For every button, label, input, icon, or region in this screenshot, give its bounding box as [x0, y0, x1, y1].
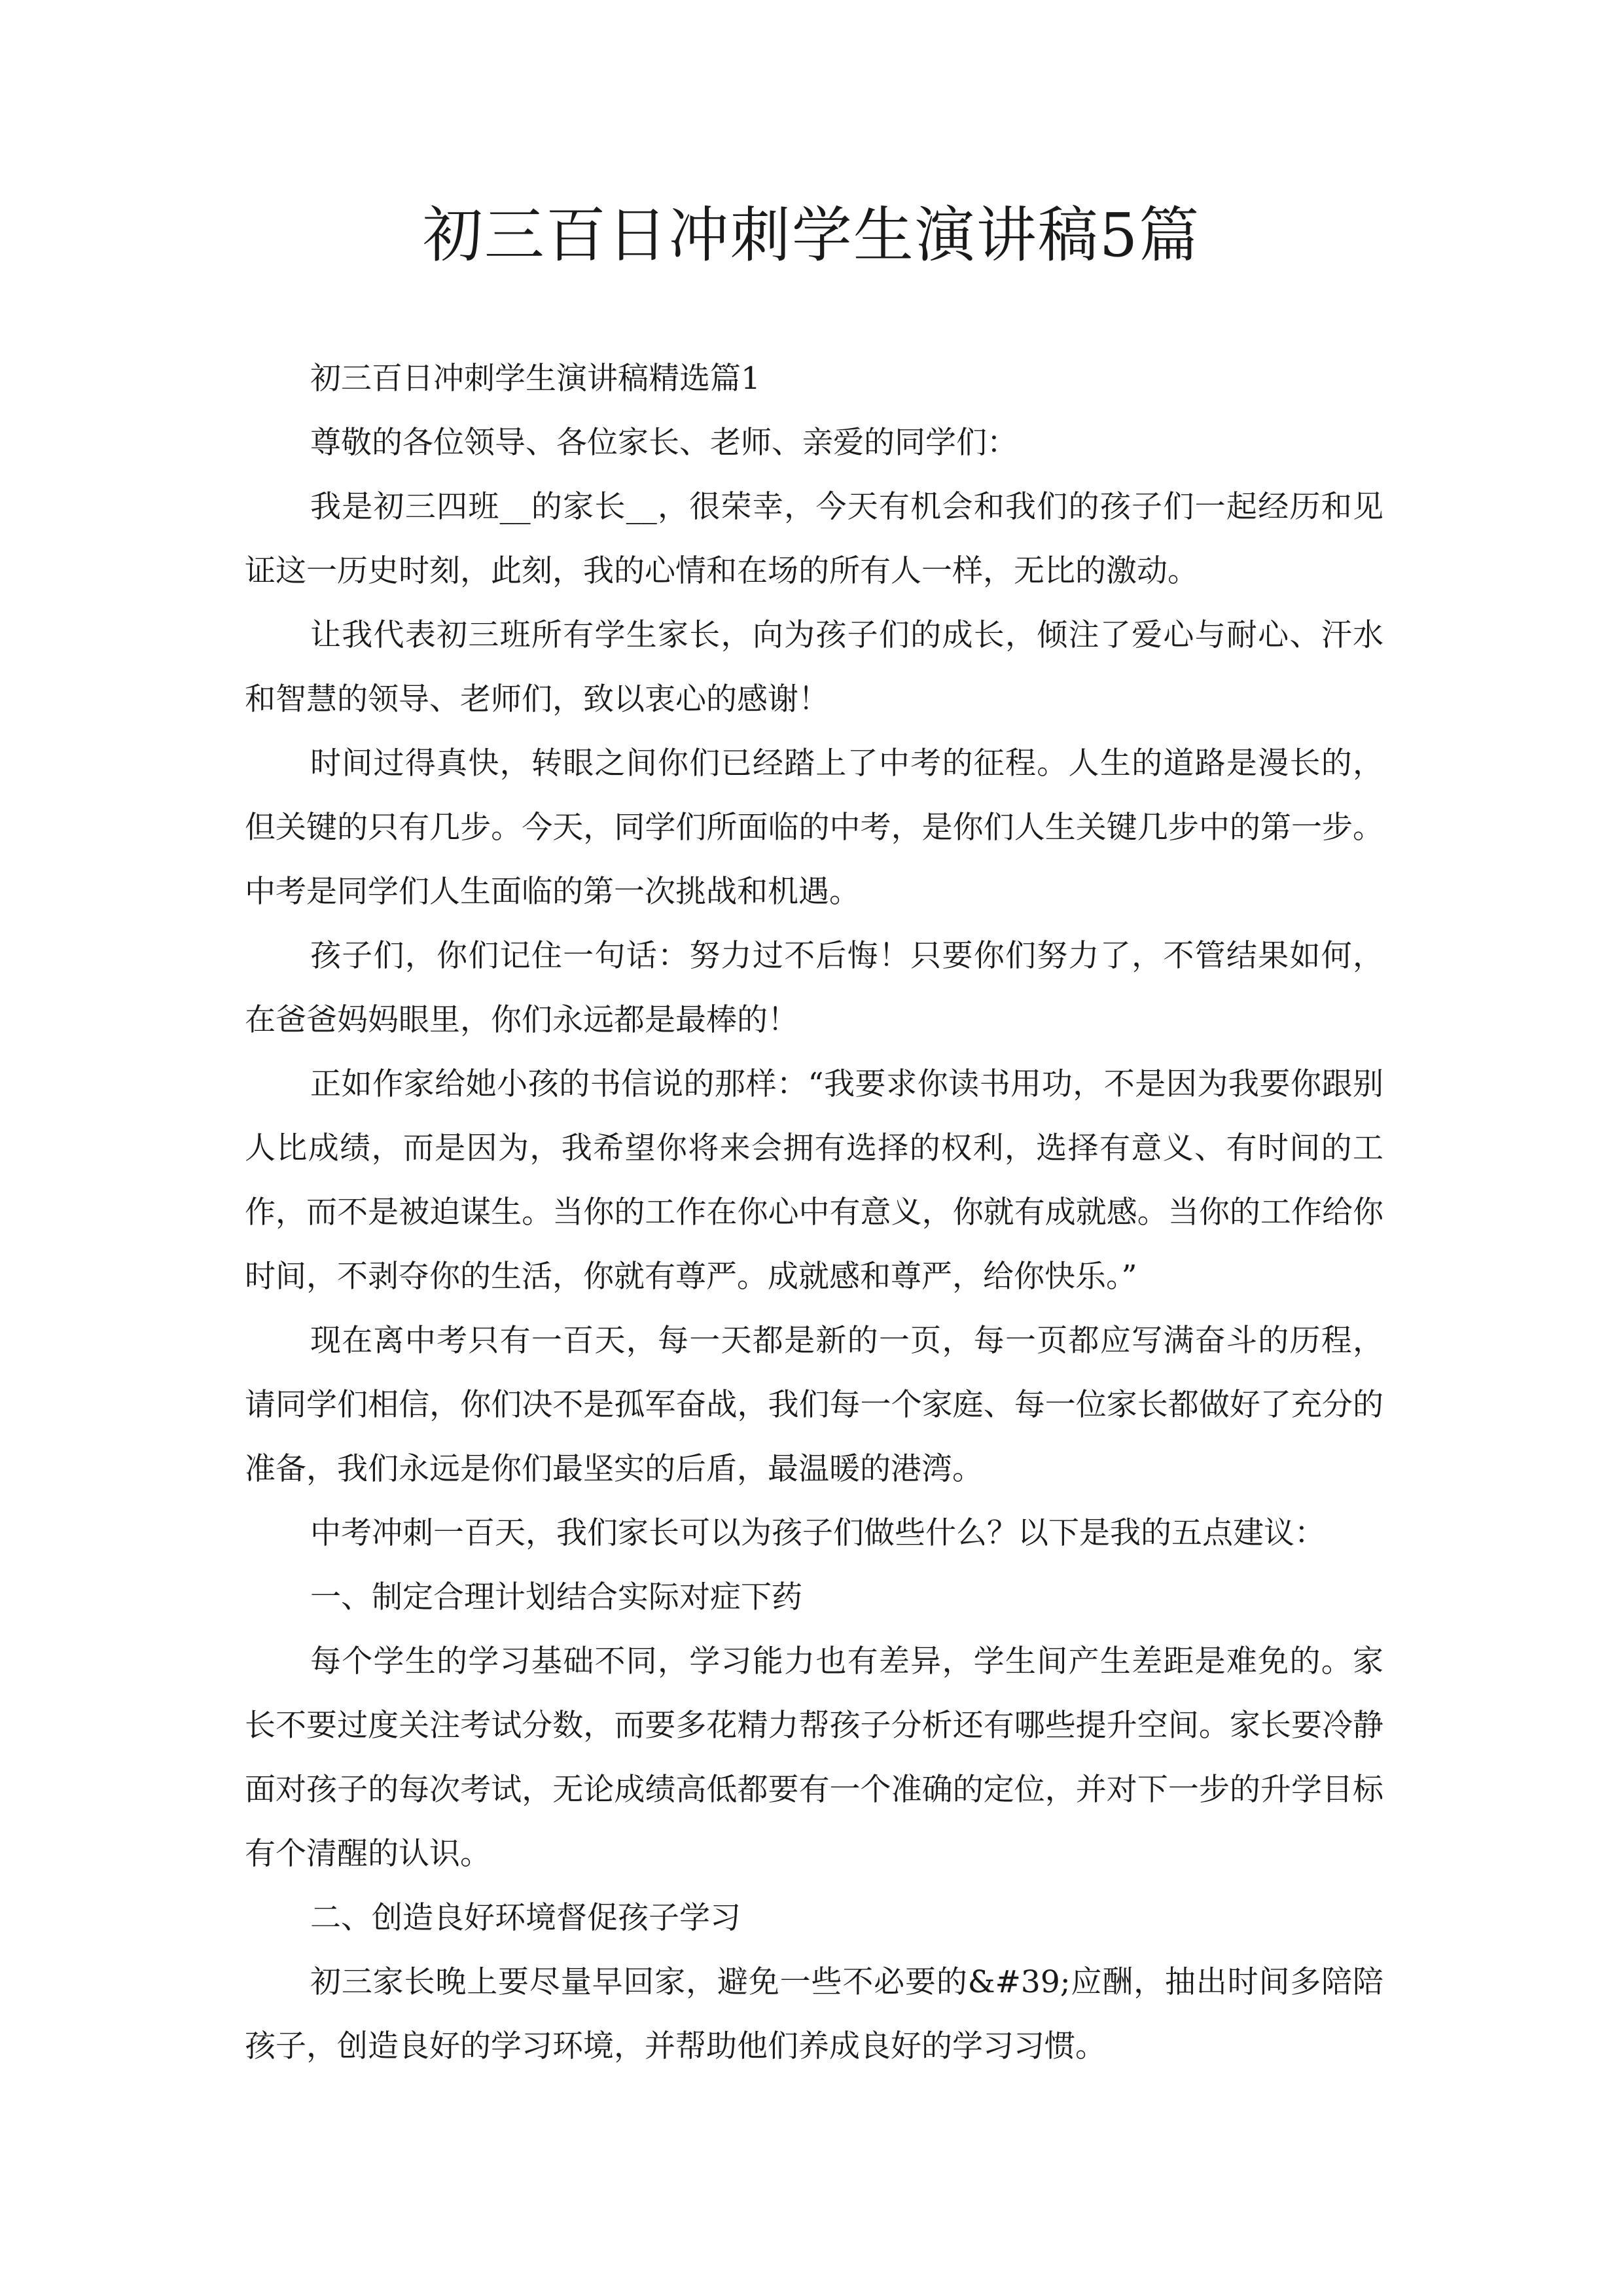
paragraph: 正如作家给她小孩的书信说的那样：“我要求你读书用功，不是因为我要你跟别人比成绩，而是因为，我希望你将来会拥有选择的权利，选择有意义、有时间的工作，而不是被迫谋生。当你的工作在你心中有意义，你就有成就感。当你的工作给你时间，不剥夺你的生活，你就有尊严。成就感和尊严，给你快乐。” [245, 1066, 1383, 1295]
section-heading-1: 初三百日冲刺学生演讲稿精选篇1 [310, 361, 760, 397]
document-body [245, 347, 1383, 2079]
paragraph: 让我代表初三班所有学生家长，向为孩子们的成长，倾注了爱心与耐心、汗水和智慧的领导、老师们，致以衷心的感谢！ [245, 617, 1383, 717]
paragraph: 孩子们，你们记住一句话：努力过不后悔！只要你们努力了，不管结果如何，在爸爸妈妈眼里，你们永远都是最棒的！ [245, 938, 1383, 1038]
paragraph: 现在离中考只有一百天，每一天都是新的一页，每一页都应写满奋斗的历程，请同学们相信，你们决不是孤军奋战，我们每一个家庭、每一位家长都做好了充分的准备，我们永远是你们最坚实的后盾，最温暖的港湾。 [245, 1323, 1383, 1487]
subheading: 一、制定合理计划结合实际对症下药 [310, 1579, 802, 1615]
paragraph: 中考冲刺一百天，我们家长可以为孩子们做些什么？以下是我的五点建议： [310, 1515, 1325, 1551]
document-title: 初三百日冲刺学生演讲稿5篇 [422, 200, 1201, 270]
paragraph: 我是初三四班__的家长__，很荣幸，今天有机会和我们的孩子们一起经历和见证这一历史时刻，此刻，我的心情和在场的所有人一样，无比的激动。 [245, 489, 1383, 589]
salutation: 尊敬的各位领导、各位家长、老师、亲爱的同学们： [310, 425, 1018, 461]
paragraph: 时间过得真快，转眼之间你们已经踏上了中考的征程。人生的道路是漫长的，但关键的只有几步。今天，同学们所面临的中考，是你们人生关键几步中的第一步。中考是同学们人生面临的第一次挑战和机遇。 [245, 745, 1383, 910]
subheading: 二、创造良好环境督促孩子学习 [310, 1900, 741, 1936]
paragraph: 每个学生的学习基础不同，学习能力也有差异，学生间产生差距是难免的。家长不要过度关注考试分数，而要多花精力帮孩子分析还有哪些提升空间。家长要冷静面对孩子的每次考试，无论成绩高低都要有一个准确的定位，并对下一步的升学目标有个清醒的认识。 [245, 1643, 1383, 1872]
paragraph: 初三家长晚上要尽量早回家，避免一些不必要的&#39;应酬，抽出时间多陪陪孩子，创造良好的学习环境，并帮助他们养成良好的学习习惯。 [245, 1964, 1383, 2064]
